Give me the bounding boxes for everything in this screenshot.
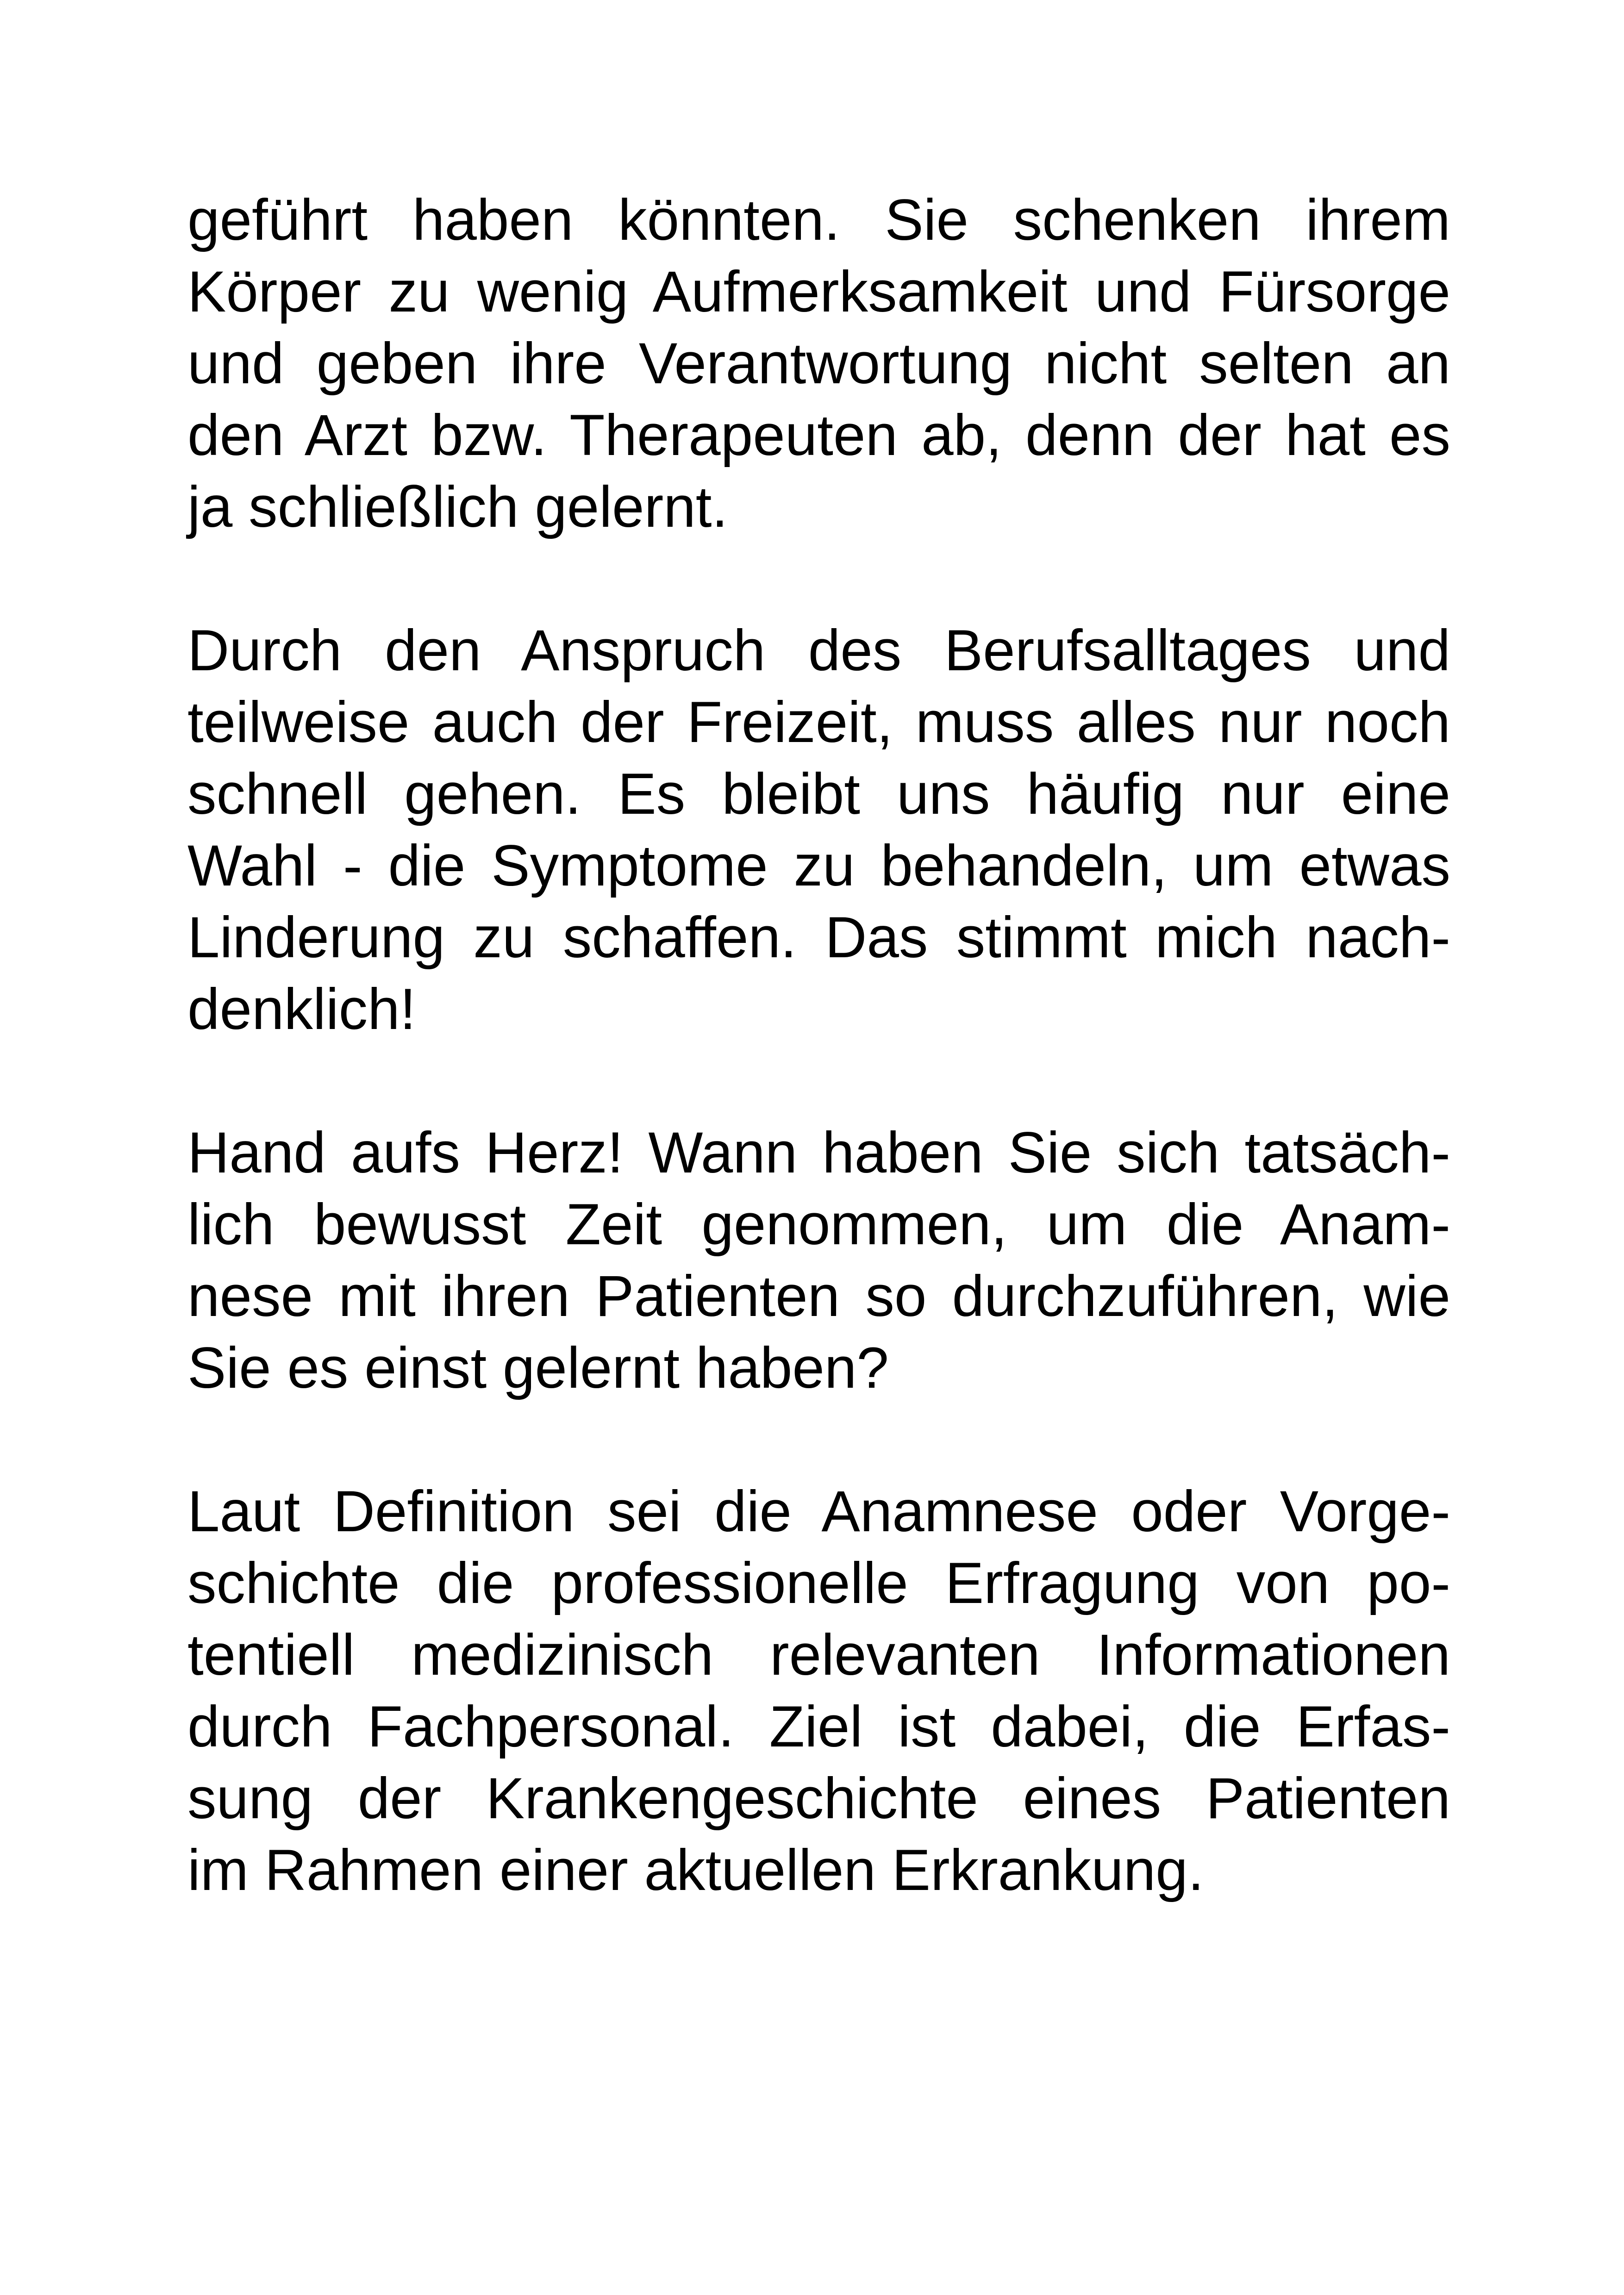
text-line: Sie es einst gelernt haben?: [187, 1336, 889, 1400]
text-line: den Arzt bzw. Therapeuten ab, denn der hat es: [187, 403, 1450, 468]
paragraph-4: [187, 1476, 1450, 1906]
text-line: im Rahmen einer aktuellen Erkrankung.: [187, 1838, 1204, 1902]
text-line: lich bewusst Zeit genommen, um die Anam-: [187, 1192, 1450, 1257]
text-line: Körper zu wenig Aufmerksamkeit und Fürsorge: [187, 260, 1450, 324]
text-line: durch Fachpersonal. Ziel ist dabei, die Erfas-: [187, 1695, 1450, 1759]
text-line: teilweise auch der Freizeit, muss alles nur noch: [187, 690, 1450, 755]
text-line: nese mit ihren Patienten so durchzuführen, wie: [187, 1264, 1450, 1328]
text-line: ja schließlich gelernt.: [187, 475, 728, 539]
text-line: schnell gehen. Es bleibt uns häufig nur eine: [187, 762, 1450, 826]
text-line: Hand aufs Herz! Wann haben Sie sich tatsäch-: [187, 1121, 1450, 1185]
text-line: und geben ihre Verantwortung nicht selten an: [187, 331, 1450, 396]
text-line: Wahl - die Symptome zu behandeln, um etwas: [187, 834, 1450, 898]
paragraph-2: [187, 615, 1450, 1045]
text-line: denklich!: [187, 977, 416, 1041]
text-line: Laut Definition sei die Anamnese oder Vorge-: [187, 1479, 1450, 1544]
text-line: schichte die professionelle Erfragung von po-: [187, 1551, 1450, 1615]
text-line: Linderung zu schaffen. Das stimmt mich nach-: [187, 905, 1450, 970]
text-line: Durch den Anspruch des Berufsalltages und: [187, 618, 1450, 683]
paragraph-1: [187, 184, 1450, 543]
document-page: [187, 184, 1450, 1978]
paragraph-3: [187, 1117, 1450, 1404]
text-line: sung der Krankengeschichte eines Patienten: [187, 1766, 1450, 1831]
text-line: tentiell medizinisch relevanten Informationen: [187, 1623, 1450, 1687]
text-line: geführt haben könnten. Sie schenken ihrem: [187, 188, 1450, 252]
